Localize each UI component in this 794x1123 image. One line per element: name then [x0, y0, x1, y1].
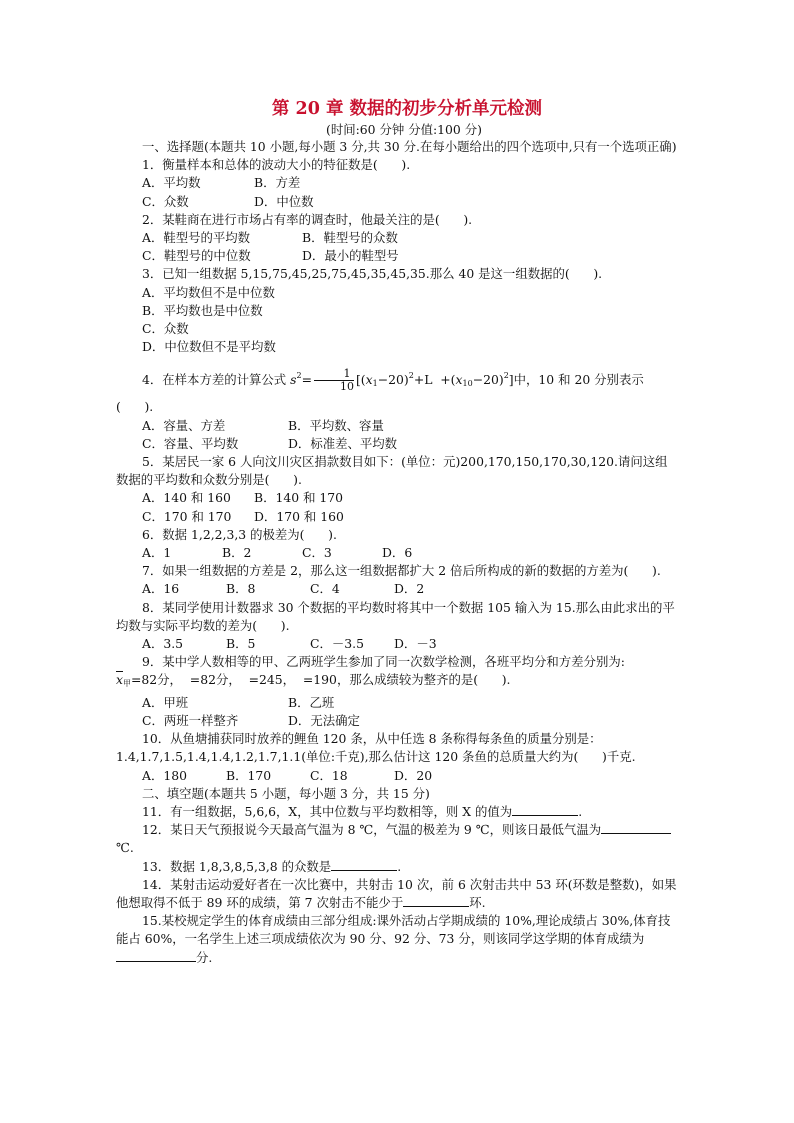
option-c: C．170 和 170 [142, 508, 232, 524]
question-14-text: 14．某射击运动爱好者在一次比赛中，共射击 10 次，前 6 次射击共中 53 环(环数是整数)，如果他想取得不低于 89 环的成绩，第 7 次射击不能少于 [116, 876, 677, 910]
question-12-text: 12．某日天气预报说今天最高气温为 8 ℃，气温的极差为 9 ℃，则该日最低气温为 [142, 822, 602, 838]
option-b: B．170 [226, 767, 272, 783]
option-b: B．8 [226, 581, 256, 597]
question-13-end: . [397, 858, 402, 874]
option-a: A．平均数但不是中位数 [142, 284, 275, 300]
question-9: 9．某中学人数相等的甲、乙两班学生参加了同一次数学检测，各班平均分和方差分别为: [142, 654, 625, 670]
question-7: 7．如果一组数据的方差是 2，那么这一组数据都扩大 2 倍后所构成的新的数据的方差为( ). [142, 563, 661, 579]
option-c: C．众数 [142, 193, 189, 209]
question-9-values-text: =82分， =82分， =245， =190，那么成绩较为整齐的是( ). [131, 672, 511, 688]
question-3: 3．已知一组数据 5,15,75,45,25,75,45,35,45,35.那么 40 是这一组数据的( ). [142, 266, 603, 282]
options-row [116, 580, 678, 598]
option-d: D．中位数但不是平均数 [142, 339, 276, 355]
option-a: A．容量、方差 [142, 417, 226, 433]
options-row [116, 193, 678, 211]
option-c: C．容量、平均数 [142, 435, 239, 451]
answer-blank [512, 803, 578, 816]
option-a: A．平均数 [142, 175, 201, 191]
question-13 [116, 858, 678, 876]
question-4-tail: ( ). [116, 399, 154, 415]
fraction-denominator: 10 [339, 380, 354, 394]
options-row [116, 247, 678, 265]
option-a: A．180 [142, 767, 187, 783]
option-d: D．无法确定 [288, 712, 360, 728]
option-d: D．－3 [394, 636, 437, 652]
option-c: C．18 [310, 767, 348, 783]
option-d: D．170 和 160 [254, 508, 344, 524]
option-d: D．中位数 [254, 193, 314, 209]
question-4: 4．在样本方差的计算公式 $s^2=$ $\frac{1}{10}$ $[(x_1-20)^2+L +(x_{10}-20)^2]$中，10 和 20 分别表示 [142, 367, 644, 394]
question-15-end: 分. [196, 949, 213, 965]
section-heading: 一、选择题(本题共 10 小题,每小题 3 分,共 30 分.在每小题给出的四个选项中,只有一个选项正确) [142, 139, 677, 154]
question-11-text: 11．有一组数据，5,6,6，X，其中位数与平均数相等，则 X 的值为 [142, 803, 513, 819]
option-c: C．－3.5 [310, 636, 364, 652]
question-13-text: 13．数据 1,8,3,8,5,3,8 的众数是 [142, 858, 332, 874]
option-b: B．乙班 [288, 694, 335, 710]
question-4-pre: 4．在样本方差的计算公式 [142, 372, 291, 388]
fraction [314, 368, 354, 393]
options-row [116, 767, 678, 785]
fraction-numerator: 1 [314, 368, 354, 381]
option-a: A．16 [142, 581, 180, 597]
option-a: A．3.5 [142, 636, 184, 652]
options-row [116, 694, 678, 712]
option-d: D．标准差、平均数 [288, 435, 398, 451]
options-row [116, 417, 678, 435]
options-row [116, 174, 678, 192]
options-row [116, 508, 678, 526]
question-5: 5．某居民一家 6 人向汶川灾区捐款数目如下：(单位：元)200,170,150,170,30,120.请问这组数据的平均数和众数分别是( ). [116, 454, 668, 488]
question-11 [116, 803, 678, 821]
option-b: B．2 [222, 545, 252, 561]
question-12-end: ℃. [116, 840, 134, 856]
option-d: D．最小的鞋型号 [302, 248, 399, 264]
options-row [116, 435, 678, 453]
question-8: 8．某同学使用计数器求 30 个数据的平均数时将其中一个数据 105 输入为 15.那么由此求出的平均数与实际平均数的差为( ). [116, 599, 675, 633]
option-b: B．5 [226, 636, 256, 652]
options-row [116, 635, 678, 653]
option-b: B．鞋型号的众数 [302, 230, 398, 246]
answer-blank [403, 894, 469, 907]
option-b: B．平均数也是中位数 [142, 302, 263, 318]
question-15 [116, 912, 678, 967]
page-title: 第 20 章 数据的初步分析单元检测 [271, 99, 543, 119]
option-a: A．1 [142, 545, 172, 561]
option-c: C．众数 [142, 321, 189, 337]
question-2: 2．某鞋商在进行市场占有率的调查时，他最关注的是( ). [142, 211, 473, 227]
question-12 [116, 821, 678, 857]
question-6: 6．数据 1,2,2,3,3 的极差为( ). [142, 526, 337, 542]
option-c: C．3 [302, 545, 332, 561]
question-14-end: 环. [469, 894, 486, 910]
question-4-post: 中，10 和 20 分别表示 [513, 372, 644, 388]
answer-blank [331, 858, 397, 871]
answer-blank [116, 949, 196, 962]
question-10: 10．从鱼塘捕获同时放养的鲤鱼 120 条，从中任选 8 条称得每条鱼的质量分别是：1.4,1.7,1.5,1.4,1.4,1.2,1.7,1.1(单位:千克),那么估计这 120 条鱼的总质量大约为( )千克. [116, 731, 636, 765]
question-1: 1．衡量样本和总体的波动大小的特征数是( ). [142, 157, 411, 173]
option-c: C．4 [310, 581, 340, 597]
option-b: B．方差 [254, 175, 301, 191]
option-a: A．鞋型号的平均数 [142, 230, 251, 246]
option-c: C．鞋型号的中位数 [142, 248, 251, 264]
option-a: A．甲班 [142, 694, 189, 710]
question-15-text: 15.某校规定学生的体育成绩由三部分组成:课外活动占学期成绩的 10%,理论成绩占 30%,体育技能占 60%，一名学生上述三项成绩依次为 90 分、92 分、73 分，则该同学这学期的体育成绩为 [116, 913, 671, 947]
option-d: D．6 [382, 545, 413, 561]
options-row [116, 489, 678, 507]
option-d: D．2 [394, 581, 425, 597]
option-b: B．140 和 170 [254, 490, 344, 506]
section-heading: 二、填空题(本题共 5 小题，每小题 3 分，共 15 分) [142, 785, 430, 801]
question-11-end: . [578, 803, 583, 819]
options-row [116, 544, 678, 562]
page-subtitle: (时间:60 分钟 分值:100 分) [326, 122, 482, 137]
option-d: D．20 [394, 767, 433, 783]
exam-page [116, 98, 678, 967]
option-a: A．140 和 160 [142, 490, 231, 506]
question-9-values: $\overline{x}_甲=82$分， =82分， =245， =190，那么成绩较为整齐的是( ). [116, 672, 511, 689]
option-c: C．两班一样整齐 [142, 712, 239, 728]
options-row [116, 229, 678, 247]
answer-blank [601, 821, 671, 834]
options-row [116, 712, 678, 730]
option-b: B．平均数、容量 [288, 417, 384, 433]
question-14 [116, 876, 678, 912]
